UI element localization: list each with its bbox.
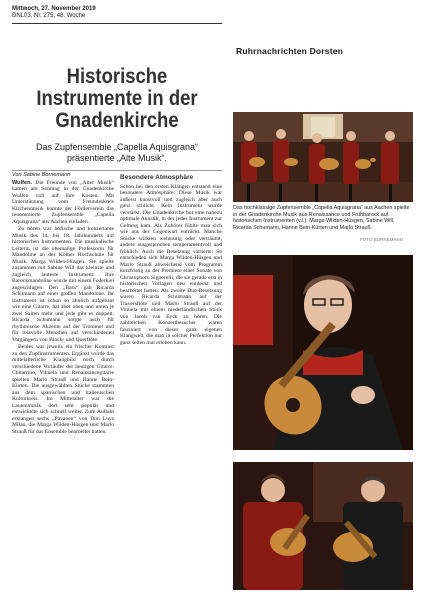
article-paragraph-1: [12, 180, 114, 226]
headline-line-3: Gnadenkirche: [55, 109, 179, 132]
photo-caption: Das hochklassige Zupfensemble „Capella Aquisgrana“ aus Aachen spielte in der Gnadenkirche Musik aus Renaissance und Frühbarock auf historischen Instrumenten (v.l.): Marga Wilden-Hüsgen, Sabine Will, Ricarda Schumann, Hanne Bein-Kürten und Marlo Strauß.: [233, 205, 410, 231]
issue-number: DNL03, Nr. 275, 48. Woche: [12, 13, 86, 19]
photo-credit: FOTO BORNEMANN: [360, 237, 403, 242]
subhead-line-2: präsentierte „Alte Musik“.: [66, 153, 168, 163]
article-paragraph-4: Schon bei den ersten Klängen entstand eine besondere Atmosphäre: Diese Musik war äußerst kunstvoll und zugleich aber auch ganz schlicht. Kein Instrument wurde verstärkt. Die Gnadenkirche bot eine nahezu optimale Akustik, in der jedes Instrument zur Geltung kam. Als Zuhörer fühlte man sich wie aus der Gegenwart entrückt. Manche Stücke wirkten wehmütig oder verträumt, andere ausgesprochen temperamentvoll und fröhlich. Auch die Besetzung variierte: So entschieden sich Marga Wilden-Hüsgen und Marlo Strauß abweichend vom Programm kurzfristig zu der Premiere einer Sonate von Christophoro Signorelli, die sie gerade erst in historischen Vorlagen neu entdeckt und bearbeitet hatten. Als zweite Duo-Besetzung waren Ricarda Schumann auf der Traversflöte und Marlo Strauß auf der Vihuela mit einem niederländischen Stück von Jacob van Eyck zu hören. Die zahlreichen Konzertbesucher waren fasziniert von dieser ganz eigenen Klangwelt, die man in solcher Perfektion nur ganz selten mal erleben kann.: [120, 183, 222, 346]
subheadline: [12, 142, 222, 164]
mandolin-player-photo: [233, 255, 413, 450]
meta-rule: [12, 23, 222, 24]
headline: [25, 66, 210, 132]
article-rule: [12, 170, 222, 171]
headline-line-1: Historische: [66, 65, 168, 88]
article-column-2: [120, 172, 222, 590]
article-column-1: [12, 172, 114, 590]
article-paragraph-3: Beides war jeweils ein frischer Kontrast zu den Zupfinstrumenten. Ergänzt wurde das mittelalterliche Klangbild noch durch verschiedene Vorläufer der heutigen Gitarre: Chitarrino, Vihuela und Renaissancegitarre spielten Marlo Strauß und Hanne Bein-Kürten. Die ausgewählten Stücke stammten aus dem spanischen und italienischen Kulturkreis. Im Mittelalter war die Lautenmusik dort sehr populär und entwickelte sich schnell weiter. Zum Auftakt erklangen sechs „Pavanen“ von Don Luys Milán, die Marga Wilden-Hüsgen und Marlo Strauß für das Ensemble bearbeitet hatten.: [12, 344, 114, 435]
article-paragraph-1-text: Die Freunde von „Alter Musik“ kamen am Sonntag in der Gnadenkirche Wulfen voll auf ihre Kosten. Mit Unterstützung vom Freundeskreis Kirchenmusik konnte der Förderverein das renommierte Zupfensemble „Capella Aquisgrana“ aus Aachen einladen.: [12, 179, 114, 225]
ensemble-photo: [233, 112, 413, 202]
guitarists-photo: [233, 462, 413, 590]
issue-meta: [12, 6, 222, 24]
article-subheading: Besondere Atmosphäre: [120, 174, 194, 181]
dateline-place: Wulfen.: [12, 179, 33, 186]
article-author: Von Sabine Bornemann: [12, 172, 71, 178]
newspaper-source: Ruhrnachrichten Dorsten: [236, 46, 344, 56]
issue-date: Mittwoch, 27. November 2019: [12, 6, 96, 12]
headline-line-2: Instrumente in der: [36, 87, 198, 110]
subhead-line-1: Das Zupfensemble „Capella Aquisgrana“: [35, 142, 199, 152]
article-paragraph-2: Zu hören war höfische und konzertante Musik des 14. bis 18. Jahrhunderts auf historischen Instrumenten. Die musikalische Leiterin ist die ehemalige Professorin für Mandoline an der Kölner Hochschule für Musik. Marga Wilden-Hüsgen. Sie spielte zusammen mit Sabine Will das kleinste und zugleich lauteste Instrument: Ihre Barockmandoline wurde mit einem Federkiel angeschlagen. Den „Bass“ gab Ricarda Schumann auf einer großen Mandolone. Ihr Instrument ist schon so ähnlich aufgebaut wie eine Gitarre, hat aber oben und unten je zwei Saiten mehr und jede gibt es doppelt. Ricarda Schumann sorgte auch für rhythmische Akzente auf der Trommel und für reizvolle Melodien auf verschiedenen Vorgängern von Block- und Querflöte.: [12, 226, 114, 343]
